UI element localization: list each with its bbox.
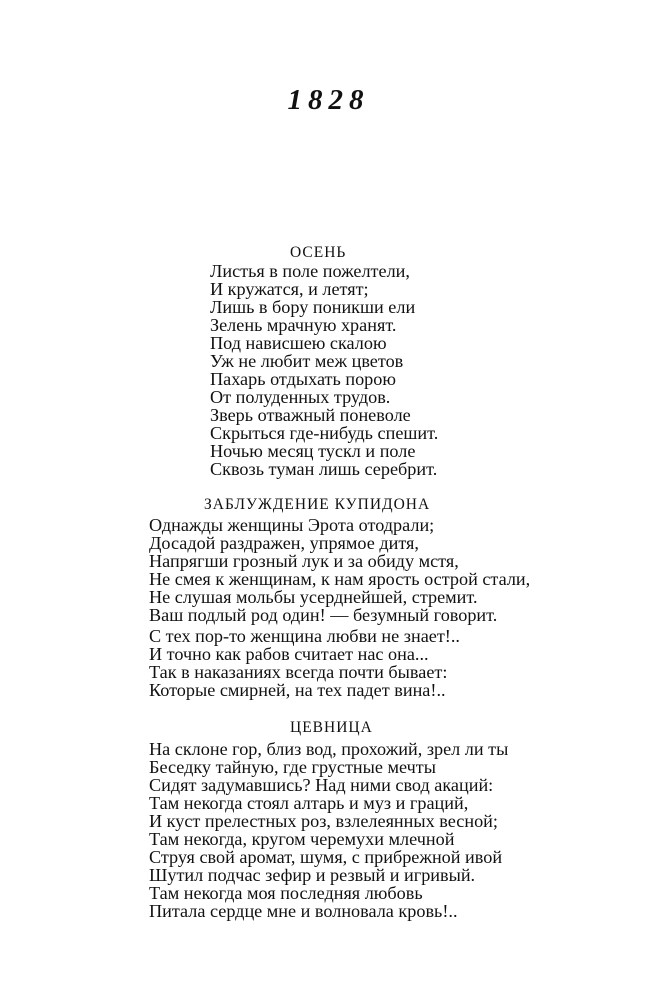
- poem-line: Не смея к женщинам, к нам ярость острой стали,: [149, 569, 531, 589]
- poem-line: Шутил подчас зефир и резвый и игривый.: [149, 865, 476, 885]
- poem-line: Уж не любит меж цветов: [210, 351, 404, 371]
- poem-title-cupid: ЗАБЛУЖДЕНИЕ КУПИДОНА: [204, 496, 431, 513]
- poem-tsevnitsa-stanza: [149, 740, 508, 920]
- poem-line: Ваш подлый род один! — безумный говорит.: [149, 605, 498, 625]
- poem-line: Беседку тайную, где грустные мечты: [149, 757, 436, 777]
- poem-line: Струя свой аромат, шумя, с прибрежной ивой: [149, 847, 503, 867]
- poem-line: Зелень мрачную хранят.: [210, 315, 397, 335]
- poem-line: Питала сердце мне и волновала кровь!..: [149, 901, 458, 921]
- poem-cupid-stanza-1: [149, 516, 530, 624]
- poem-line: И точно как рабов считает нас она...: [149, 644, 429, 664]
- poem-line: Там некогда, кругом черемухи млечной: [149, 829, 455, 849]
- poem-osen-stanza: [210, 262, 438, 478]
- poem-line: Однажды женщины Эрота отодрали;: [149, 515, 435, 535]
- poem-line: Лишь в бору поникши ели: [210, 297, 416, 317]
- poem-title-tsevnitsa: ЦЕВНИЦА: [290, 719, 373, 736]
- poem-line: Там некогда моя последняя любовь: [149, 883, 423, 903]
- poem-cupid-stanza-2: [149, 627, 460, 699]
- poem-line: И куст прелестных роз, взлелеянных весной;: [149, 811, 498, 831]
- poem-line: Пахарь отдыхать порою: [210, 369, 396, 389]
- poem-line: Ночью месяц тускл и поле: [210, 441, 416, 461]
- poem-line: Листья в поле пожелтели,: [210, 261, 410, 281]
- poem-line: Которые смирней, на тех падет вина!..: [149, 680, 446, 700]
- poem-line: Досадой раздражен, упрямое дитя,: [149, 533, 419, 553]
- poem-line: Так в наказаниях всегда почти бывает:: [149, 662, 448, 682]
- poem-line: Не слушая мольбы усерднейшей, стремит.: [149, 587, 478, 607]
- poem-line: С тех пор-то женщина любви не знает!..: [149, 626, 460, 646]
- poem-line: Зверь отважный поневоле: [210, 405, 411, 425]
- poem-line: Сквозь туман лишь серебрит.: [210, 459, 438, 479]
- poem-title-osen: ОСЕНЬ: [290, 244, 347, 261]
- poem-line: От полуденных трудов.: [210, 387, 391, 407]
- poem-line: И кружатся, и летят;: [210, 279, 369, 299]
- year-heading: 1828: [287, 84, 370, 116]
- poem-line: Скрыться где-нибудь спешит.: [210, 423, 439, 443]
- poem-line: Под нависшею скалою: [210, 333, 387, 353]
- poem-line: Сидят задумавшись? Над ними свод акаций:: [149, 775, 494, 795]
- poem-line: На склоне гор, близ вод, прохожий, зрел ли ты: [149, 739, 509, 759]
- poem-line: Напрягши грозный лук и за обиду мстя,: [149, 551, 459, 571]
- poem-line: Там некогда стоял алтарь и муз и граций,: [149, 793, 469, 813]
